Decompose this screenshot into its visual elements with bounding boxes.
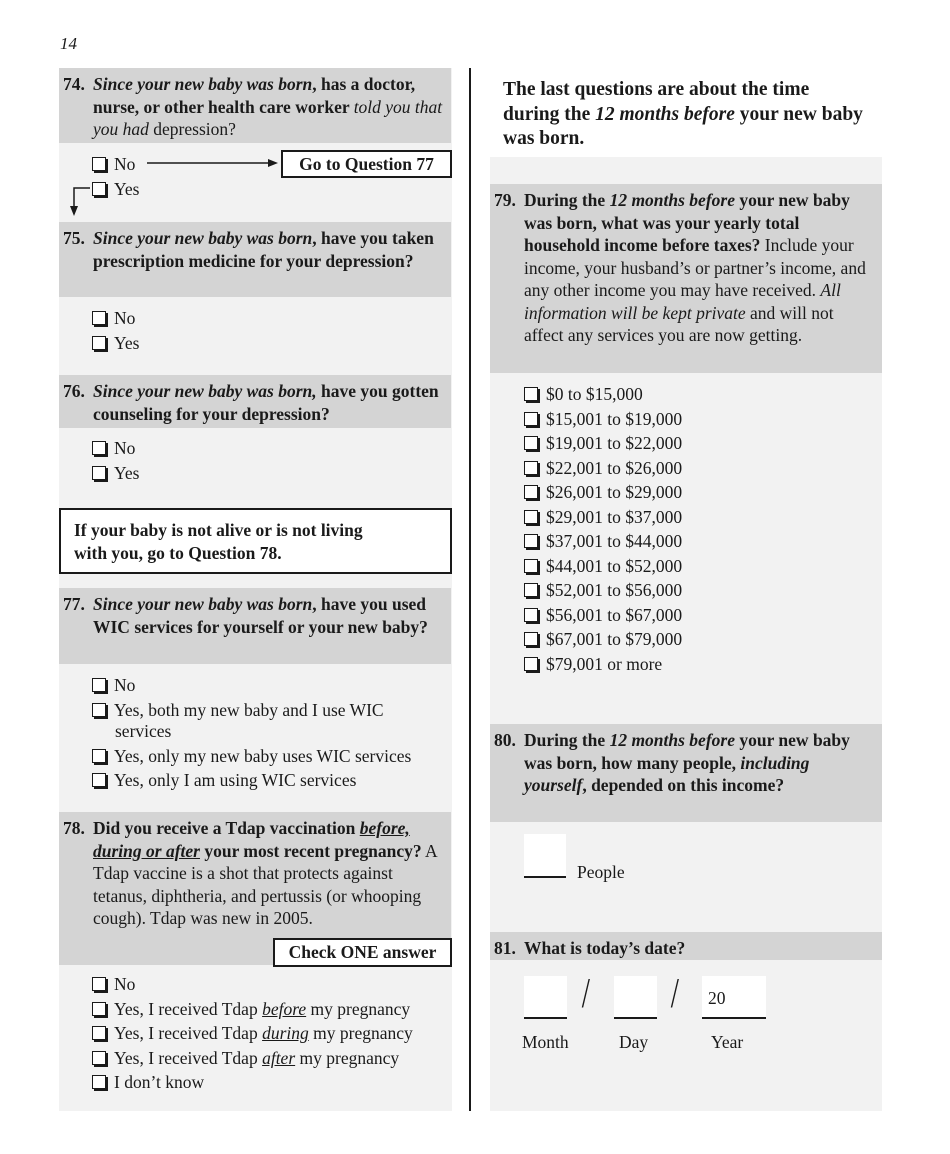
income-option[interactable]: $22,001 to $26,000 xyxy=(524,456,682,481)
checkbox[interactable] xyxy=(524,461,538,475)
skip-to-77: Go to Question 77 xyxy=(281,150,452,178)
people-count-input[interactable] xyxy=(524,834,566,876)
option-no[interactable]: No xyxy=(92,972,413,997)
month-underline xyxy=(524,1017,567,1019)
option-yes-both[interactable]: Yes, both my new baby and I use WIC xyxy=(92,698,411,723)
year-label: Year xyxy=(711,1032,744,1052)
checkbox[interactable] xyxy=(92,749,106,763)
q78-options xyxy=(92,972,413,1095)
question-77 xyxy=(59,588,451,664)
income-option[interactable]: $56,001 to $67,000 xyxy=(524,603,682,628)
question-text: What is today’s date? xyxy=(524,938,686,958)
q75-options xyxy=(92,306,139,355)
question-81 xyxy=(490,932,882,960)
column-divider xyxy=(469,68,471,1111)
income-option[interactable]: $44,001 to $52,000 xyxy=(524,554,682,579)
income-option[interactable]: $37,001 to $44,000 xyxy=(524,529,682,554)
checkbox[interactable] xyxy=(92,441,106,455)
income-option[interactable]: $52,001 to $56,000 xyxy=(524,578,682,603)
checkbox[interactable] xyxy=(524,559,538,573)
checkbox[interactable] xyxy=(92,678,106,692)
day-input[interactable] xyxy=(614,976,657,1018)
question-number: 74. xyxy=(63,74,85,94)
option-yes[interactable]: Yes xyxy=(92,331,139,356)
checkbox[interactable] xyxy=(524,510,538,524)
checkbox[interactable] xyxy=(92,311,106,325)
q77-options xyxy=(92,673,411,793)
option-dont-know[interactable]: I don’t know xyxy=(92,1070,413,1095)
year-prefix: 20 xyxy=(708,988,726,1008)
question-text: Since your new baby was born, have you gotten counseling for your depression? xyxy=(93,381,439,424)
checkbox[interactable] xyxy=(524,387,538,401)
day-label: Day xyxy=(619,1032,649,1052)
check-one-label: Check ONE answer xyxy=(273,938,452,967)
checkbox[interactable] xyxy=(92,1051,106,1065)
checkbox[interactable] xyxy=(92,703,106,717)
income-option[interactable]: $19,001 to $22,000 xyxy=(524,431,682,456)
checkbox[interactable] xyxy=(92,1026,106,1040)
skip-notice: If your baby is not alive or is not living with you, go to Question 78. xyxy=(59,508,452,574)
checkbox[interactable] xyxy=(524,412,538,426)
day-underline xyxy=(614,1017,657,1019)
question-text: Since your new baby was born, have you taken prescription medicine for your depression? xyxy=(93,228,434,271)
skip-arrows xyxy=(60,150,285,220)
question-number: 78. xyxy=(63,818,85,838)
income-option[interactable]: $0 to $15,000 xyxy=(524,382,682,407)
income-option[interactable]: $79,001 or more xyxy=(524,652,682,677)
question-76 xyxy=(59,375,451,428)
option-during[interactable]: Yes, I received Tdap during my pregnancy xyxy=(92,1021,413,1046)
checkbox[interactable] xyxy=(524,608,538,622)
checkbox[interactable] xyxy=(92,773,106,787)
question-text: During the 12 months before your new baby was born, how many people, including yourself, depended on this income? xyxy=(524,730,850,795)
option-no[interactable]: No xyxy=(92,306,139,331)
checkbox[interactable] xyxy=(524,632,538,646)
question-75 xyxy=(59,222,451,297)
date-slash: / xyxy=(581,971,590,1017)
date-slash: / xyxy=(670,971,679,1017)
question-number: 80. xyxy=(494,730,516,750)
question-text: Since your new baby was born, has a doctor, nurse, or other health care worker told you that you had depression? xyxy=(93,74,443,139)
question-number: 79. xyxy=(494,190,516,210)
option-yes-baby[interactable]: Yes, only my new baby uses WIC services xyxy=(92,744,411,769)
option-yes[interactable]: Yes xyxy=(92,461,139,486)
option-no[interactable]: No xyxy=(92,436,139,461)
question-text: Did you receive a Tdap vaccination before, during or after your most recent pregnancy? A Tdap vaccine is a shot that protects against tetanus, diphtheria, and pertussis (or whooping cough). Tdap was new in 2005. xyxy=(93,818,437,928)
year-underline xyxy=(702,1017,766,1019)
question-number: 76. xyxy=(63,381,85,401)
checkbox[interactable] xyxy=(524,534,538,548)
month-label: Month xyxy=(522,1032,569,1052)
option-no[interactable]: No xyxy=(92,152,139,177)
checkbox[interactable] xyxy=(524,485,538,499)
option-no[interactable]: No xyxy=(92,673,411,698)
checkbox[interactable] xyxy=(92,466,106,480)
checkbox[interactable] xyxy=(524,657,538,671)
month-input[interactable] xyxy=(524,976,567,1018)
people-underline xyxy=(524,876,566,878)
checkbox[interactable] xyxy=(92,336,106,350)
option-continuation: services xyxy=(115,721,172,741)
option-yes-me[interactable]: Yes, only I am using WIC services xyxy=(92,768,411,793)
people-label: People xyxy=(577,862,625,882)
question-text: During the 12 months before your new baby was born, what was your yearly total household income before taxes? Include your income, your husband’s or partner’s income, and any other income you may have received. All information will be kept private and will not affect any services you are now getting. xyxy=(524,190,866,345)
question-79 xyxy=(490,184,882,373)
question-text: Since your new baby was born, have you used WIC services for yourself or your new baby? xyxy=(93,594,428,637)
checkbox[interactable] xyxy=(524,583,538,597)
question-80 xyxy=(490,724,882,822)
option-yes[interactable]: Yes xyxy=(92,177,139,202)
checkbox[interactable] xyxy=(92,977,106,991)
q79-options xyxy=(524,382,682,676)
income-option[interactable]: $26,001 to $29,000 xyxy=(524,480,682,505)
question-number: 75. xyxy=(63,228,85,248)
income-option[interactable]: $15,001 to $19,000 xyxy=(524,407,682,432)
question-74 xyxy=(59,68,451,143)
checkbox[interactable] xyxy=(92,1002,106,1016)
page-number: 14 xyxy=(60,34,77,53)
intro-text: The last questions are about the time during the 12 months before your new baby was born. xyxy=(503,79,863,149)
checkbox[interactable] xyxy=(524,436,538,450)
q76-options xyxy=(92,436,139,485)
option-after[interactable]: Yes, I received Tdap after my pregnancy xyxy=(92,1046,413,1071)
question-number: 81. xyxy=(494,938,516,958)
checkbox[interactable] xyxy=(92,1075,106,1089)
option-before[interactable]: Yes, I received Tdap before my pregnancy xyxy=(92,997,413,1022)
intro-box xyxy=(490,68,882,157)
income-option[interactable]: $67,001 to $79,000 xyxy=(524,627,682,652)
income-option[interactable]: $29,001 to $37,000 xyxy=(524,505,682,530)
question-number: 77. xyxy=(63,594,85,614)
